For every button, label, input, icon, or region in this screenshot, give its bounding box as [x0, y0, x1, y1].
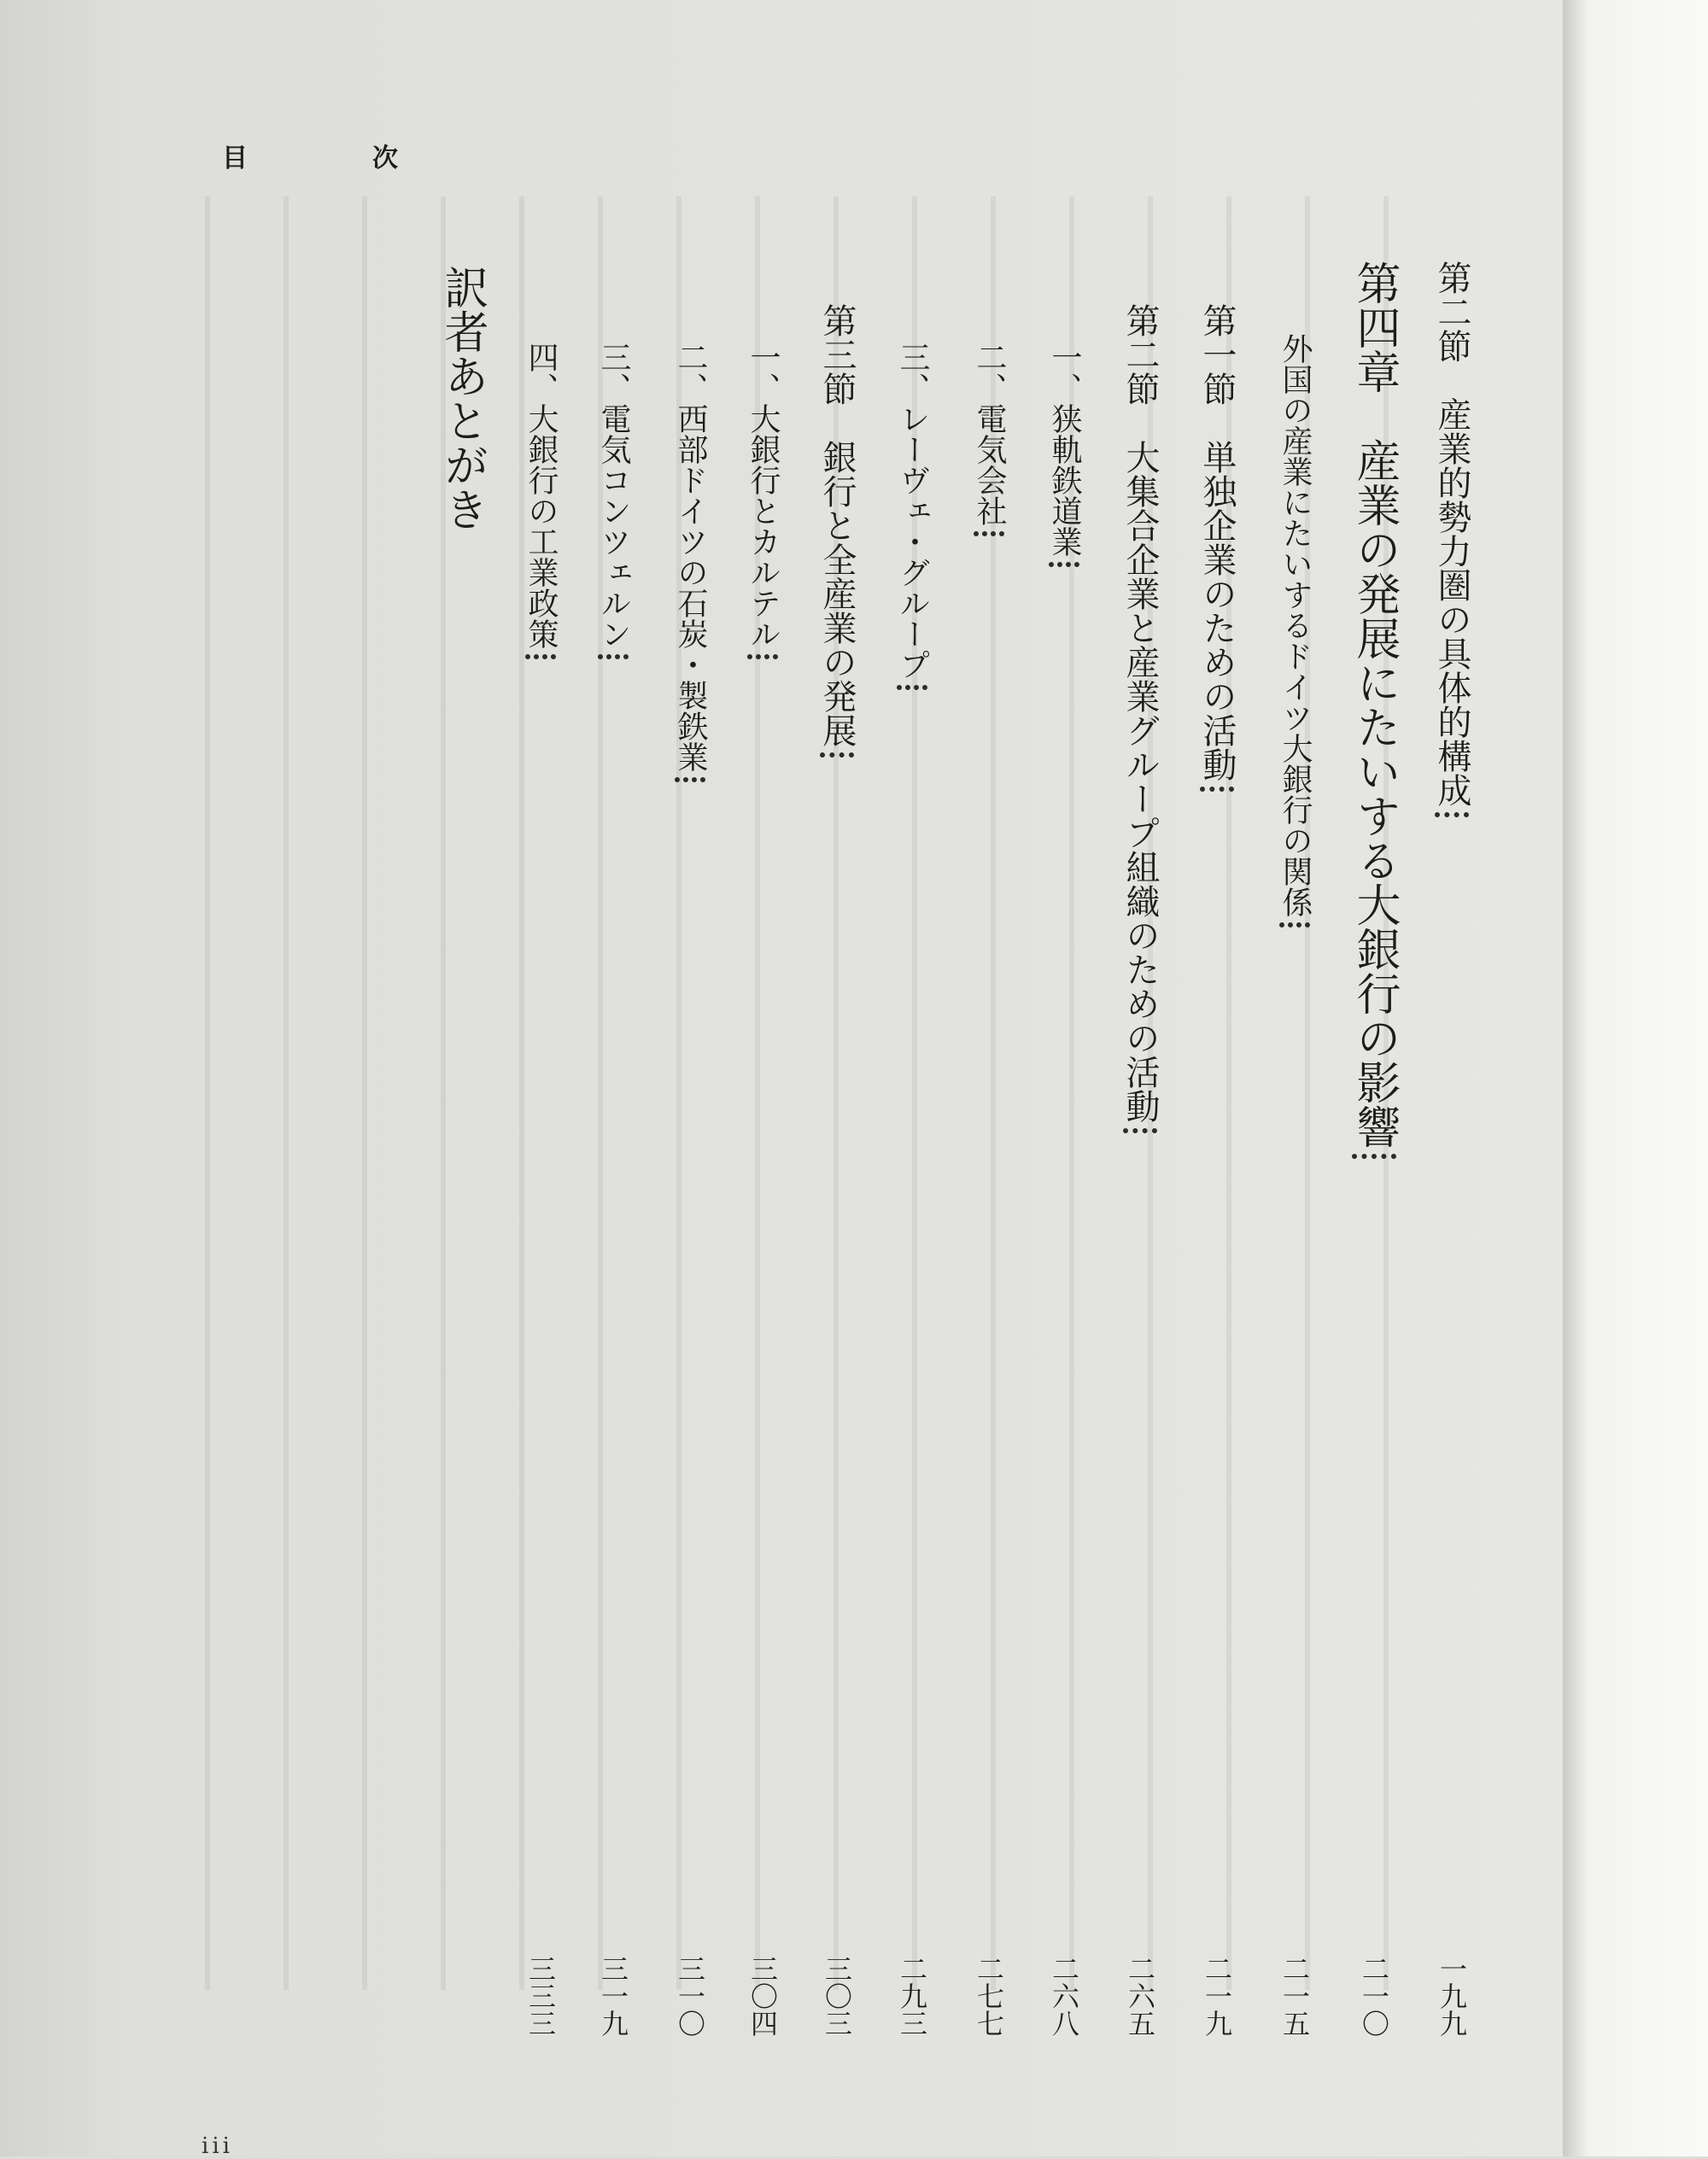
toc-entry [1432, 260, 1471, 2037]
dot-leader [747, 654, 778, 1950]
toc-entry-page: 三三三 [524, 1955, 557, 2037]
running-head: 目 次 [222, 143, 447, 173]
toc-entry-title: 第一節 単独企業のための活動 [1197, 303, 1237, 781]
toc-entry-title: 二、西部ドイツの石炭・製鉄業 [673, 342, 708, 772]
toc-entry-title: 外国の産業にたいするドイツ大銀行の関係 [1278, 333, 1313, 917]
dot-leader [1049, 562, 1079, 1950]
toc-entry-title: 訳者あとがき [436, 265, 488, 531]
toc-entry-title: 第三節 銀行と全産業の発展 [817, 303, 857, 747]
dot-leader [675, 777, 705, 1950]
toc-entry [1348, 260, 1400, 2037]
toc-entry-page: 三一〇 [674, 1955, 706, 2037]
toc-entry-page: 二一五 [1278, 1955, 1311, 2037]
toc-entry-title: 一、狭軌鉄道業 [1047, 342, 1082, 557]
toc-entry-title: 第二節 大集合企業と産業グループ組織のための活動 [1120, 303, 1160, 1123]
toc-entry-page: 三〇四 [746, 1955, 779, 2037]
dot-leader [1352, 1154, 1396, 1950]
dot-leader [1200, 787, 1234, 1950]
dot-leader [598, 654, 629, 1950]
toc-entry [817, 303, 857, 2037]
toc-entry-page: 二七七 [973, 1955, 1005, 2037]
dot-leader [820, 752, 854, 1950]
toc-entry-page: 三一九 [597, 1955, 629, 2037]
toc-entry-page: 二一〇 [1358, 1955, 1390, 2037]
toc-entry [1197, 303, 1237, 2037]
dot-leader [1279, 922, 1310, 1950]
toc-entry [1278, 333, 1313, 2037]
toc-entry [673, 342, 708, 2037]
toc-entry-title: 第四章 産業の発展にたいする大銀行の影響 [1348, 260, 1400, 1149]
dot-leader [525, 654, 556, 1950]
toc-entry [1120, 303, 1160, 2037]
toc-entry [436, 265, 488, 606]
toc-entry-page: 三〇三 [821, 1955, 853, 2037]
toc-entry-page: 二九三 [896, 1955, 928, 2037]
toc-entry [972, 342, 1007, 2037]
toc-entry [524, 342, 559, 2037]
toc-entry-page: 一九九 [1436, 1955, 1468, 2037]
toc-entry-title: 三、電気コンツェルン [596, 342, 631, 649]
dot-leader [974, 531, 1004, 1950]
toc-entry [895, 342, 930, 2037]
dot-leader [1123, 1128, 1157, 1950]
toc-entry-title: 一、大銀行とカルテル [746, 342, 781, 649]
toc-entry-title: 二、電気会社 [972, 342, 1007, 526]
toc-entry-page: 二一九 [1201, 1955, 1233, 2037]
toc-entry [598, 342, 629, 2037]
dot-leader [1435, 812, 1469, 1950]
toc-entry [1047, 342, 1082, 2037]
dot-leader [897, 685, 927, 1950]
toc-entry-title: 第二節 産業的勢力圏の具体的構成 [1432, 260, 1471, 807]
toc-entry-page: 二六八 [1048, 1955, 1080, 2037]
page-number: iii [202, 2133, 233, 2159]
toc-entry-page: 二六五 [1124, 1955, 1156, 2037]
toc-entry-title: 四、大銀行の工業政策 [524, 342, 559, 649]
toc-entry-title: 三、レーヴェ・グループ [895, 342, 930, 680]
toc-entry [746, 342, 781, 2037]
